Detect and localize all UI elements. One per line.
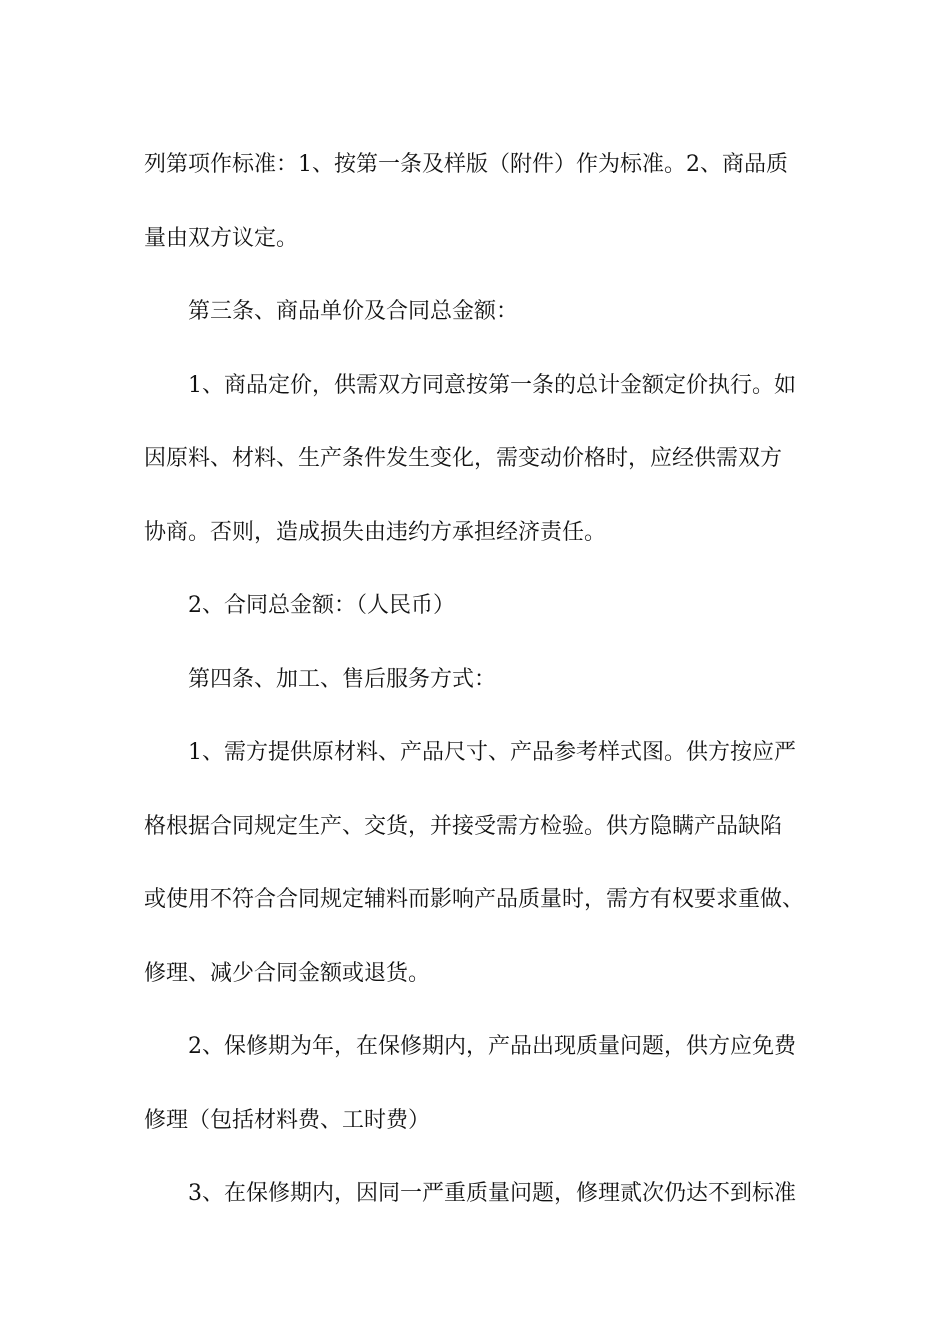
- text-line: 列第项作标准：1、按第一条及样版（附件）作为标准。2、商品质: [144, 152, 788, 177]
- text-line: 修理、减少合同金额或退货。: [144, 960, 431, 986]
- paragraph-total-amount: [144, 569, 808, 643]
- text-line: 2、合同总金额：（人民币）: [188, 593, 455, 618]
- paragraph-repair-limit: [144, 1157, 808, 1231]
- text-line: 格根据合同规定生产、交货，并接受需方检验。供方隐瞒产品缺陷: [144, 813, 783, 839]
- paragraph-pricing: [144, 349, 808, 570]
- paragraph-materials: [144, 716, 808, 1010]
- text-line: 第三条、商品单价及合同总金额：: [188, 299, 519, 324]
- text-line: 或使用不符合合同规定辅料而影响产品质量时，需方有权要求重做、: [144, 887, 805, 912]
- paragraph-quality-standard: [144, 128, 808, 275]
- text-line: 第四条、加工、售后服务方式：: [188, 666, 497, 692]
- document-body: [144, 128, 808, 1231]
- text-line: 2、保修期为年，在保修期内，产品出现质量问题，供方应免费: [188, 1034, 796, 1059]
- text-line: 1、需方提供原材料、产品尺寸、产品参考样式图。供方按应严: [188, 740, 796, 765]
- text-line: 3、在保修期内，因同一严重质量问题，修理贰次仍达不到标准: [188, 1181, 796, 1206]
- text-line: 协商。否则，造成损失由违约方承担经济责任。: [144, 519, 607, 545]
- text-line: 量由双方议定。: [144, 225, 299, 251]
- text-line: 1、商品定价，供需双方同意按第一条的总计金额定价执行。如: [188, 372, 796, 398]
- text-line: 修理（包括材料费、工时费）: [144, 1107, 431, 1133]
- section-heading-article-4: [144, 643, 808, 717]
- section-heading-article-3: [144, 275, 808, 349]
- text-line: 因原料、材料、生产条件发生变化，需变动价格时，应经供需双方: [144, 446, 783, 471]
- paragraph-warranty: [144, 1010, 808, 1157]
